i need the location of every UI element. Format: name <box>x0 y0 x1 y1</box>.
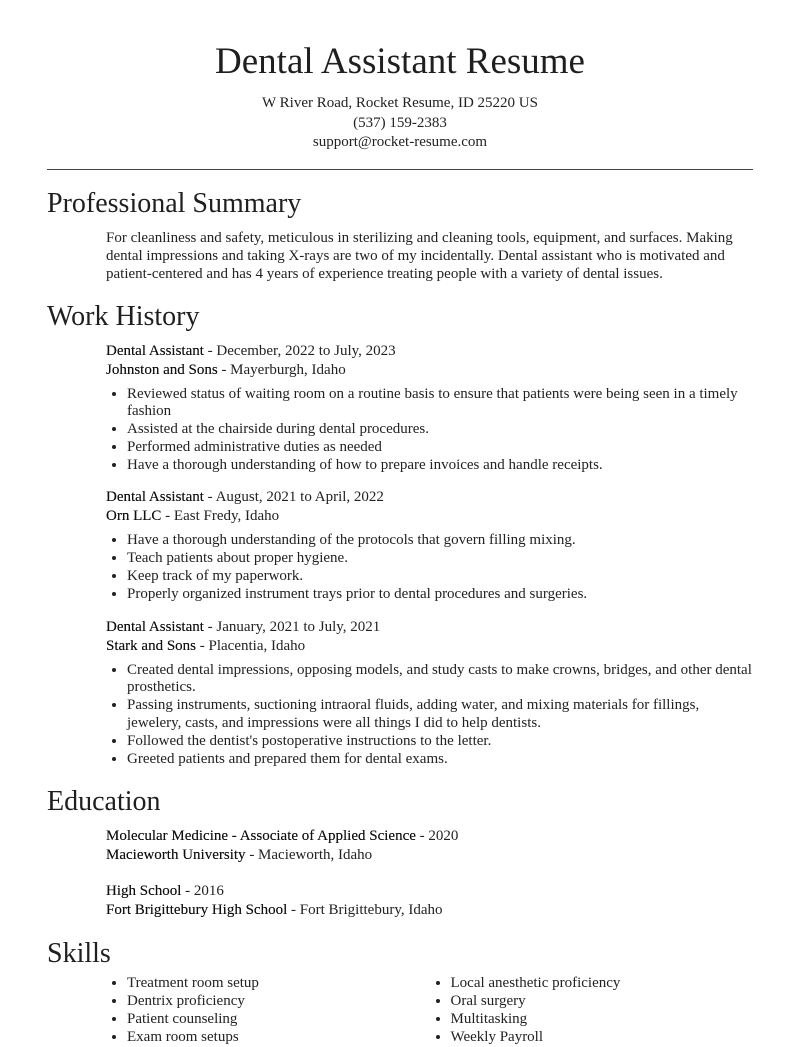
job-dates: - August, 2021 to April, 2022 <box>203 489 384 506</box>
section-heading: Professional Summary <box>47 187 302 219</box>
section-heading: Work History <box>47 300 200 332</box>
skill-item: • Dentrix proficiency <box>127 993 430 1011</box>
degree: High School <box>106 883 182 900</box>
job-entry <box>106 618 753 769</box>
list-item: • Passing instruments, suctioning intraoral fluids, adding water, and mixing materials for fillings, jewelery, casts, and impressions were all things I did to help dentists. <box>127 697 753 733</box>
company: Stark and Sons <box>106 637 196 654</box>
edu-location: - Macieworth, Idaho <box>245 847 373 864</box>
skills-right <box>430 975 754 1046</box>
contact-info <box>47 94 753 153</box>
education-entry <box>106 827 753 865</box>
job-location: - East Fredy, Idaho <box>161 508 280 525</box>
list-item: • Followed the dentist's postoperative instructions to the letter. <box>127 733 753 751</box>
skill-item: • Oral surgery <box>451 993 754 1011</box>
job-bullets <box>106 386 753 475</box>
list-item: • Performed administrative duties as needed <box>127 439 753 457</box>
job-list <box>106 342 753 769</box>
email: support@rocket-resume.com <box>312 134 488 150</box>
job-title: Dental Assistant <box>106 618 204 635</box>
list-item: • Created dental impressions, opposing models, and study casts to make crowns, bridges, and other dental prosthetics. <box>127 662 753 698</box>
address: W River Road, Rocket Resume, ID 25220 US <box>262 95 538 111</box>
job-dates: - January, 2021 to July, 2021 <box>203 618 381 635</box>
list-item: • Reviewed status of waiting room on a routine basis to ensure that patients were being seen in a timely fashion <box>127 386 753 422</box>
list-item: • Keep track of my paperwork. <box>127 568 753 586</box>
skills-section <box>47 937 753 1046</box>
degree: Molecular Medicine - Associate of Applied Science <box>106 828 416 845</box>
skills-columns <box>106 971 753 1046</box>
edu-year: - 2016 <box>181 883 224 900</box>
skill-item: • Local anesthetic proficiency <box>451 975 754 993</box>
skill-item: • Patient counseling <box>127 1011 430 1029</box>
edu-location: - Fort Brigittebury, Idaho <box>287 902 443 919</box>
list-item: • Assisted at the chairside during dental procedures. <box>127 421 753 439</box>
school: Fort Brigittebury High School <box>106 902 288 919</box>
edu-year: - 2020 <box>415 828 459 845</box>
job-title: Dental Assistant <box>106 489 204 506</box>
job-bullets <box>106 532 753 603</box>
divider <box>47 169 753 170</box>
education-section <box>47 785 753 920</box>
resume-title: Dental Assistant Resume <box>215 41 585 82</box>
job-bullets <box>106 662 753 769</box>
list-item: • Greeted patients and prepared them for dental exams. <box>127 751 753 769</box>
company: Orn LLC <box>106 508 162 525</box>
list-item: • Have a thorough understanding of the protocols that govern filling mixing. <box>127 532 753 550</box>
skills-left <box>106 975 430 1046</box>
work-history-section <box>47 300 753 769</box>
job-entry <box>106 342 753 475</box>
list-item: • Have a thorough understanding of how to prepare invoices and handle receipts. <box>127 457 753 475</box>
skill-item: • Exam room setups <box>127 1029 430 1047</box>
school: Macieworth University <box>106 847 246 864</box>
job-title: Dental Assistant <box>106 342 204 359</box>
job-location: - Mayerburgh, Idaho <box>217 361 346 378</box>
summary-text: For cleanliness and safety, meticulous in sterilizing and cleaning tools, equipment, and surfaces. Making dental impressions and taking X-rays are two of my incidentally. Dental assistant who is motivated and patient-centered and has 4 years of experience treating people with a variety of dental issues. <box>106 229 733 282</box>
phone: (537) 159-2383 <box>353 114 447 131</box>
skill-item: • Multitasking <box>451 1011 754 1029</box>
section-heading: Skills <box>47 938 111 970</box>
list-item: • Properly organized instrument trays prior to dental procedures and surgeries. <box>127 586 753 604</box>
education-entry <box>106 882 753 920</box>
section-heading: Education <box>47 786 161 818</box>
list-item: • Teach patients about proper hygiene. <box>127 550 753 568</box>
company: Johnston and Sons <box>106 361 218 378</box>
skill-item: • Treatment room setup <box>127 975 430 993</box>
job-dates: - December, 2022 to July, 2023 <box>203 342 396 359</box>
skill-item: • Weekly Payroll <box>451 1029 754 1047</box>
summary-section <box>47 187 753 283</box>
job-location: - Placentia, Idaho <box>196 637 306 654</box>
job-entry <box>106 488 753 603</box>
